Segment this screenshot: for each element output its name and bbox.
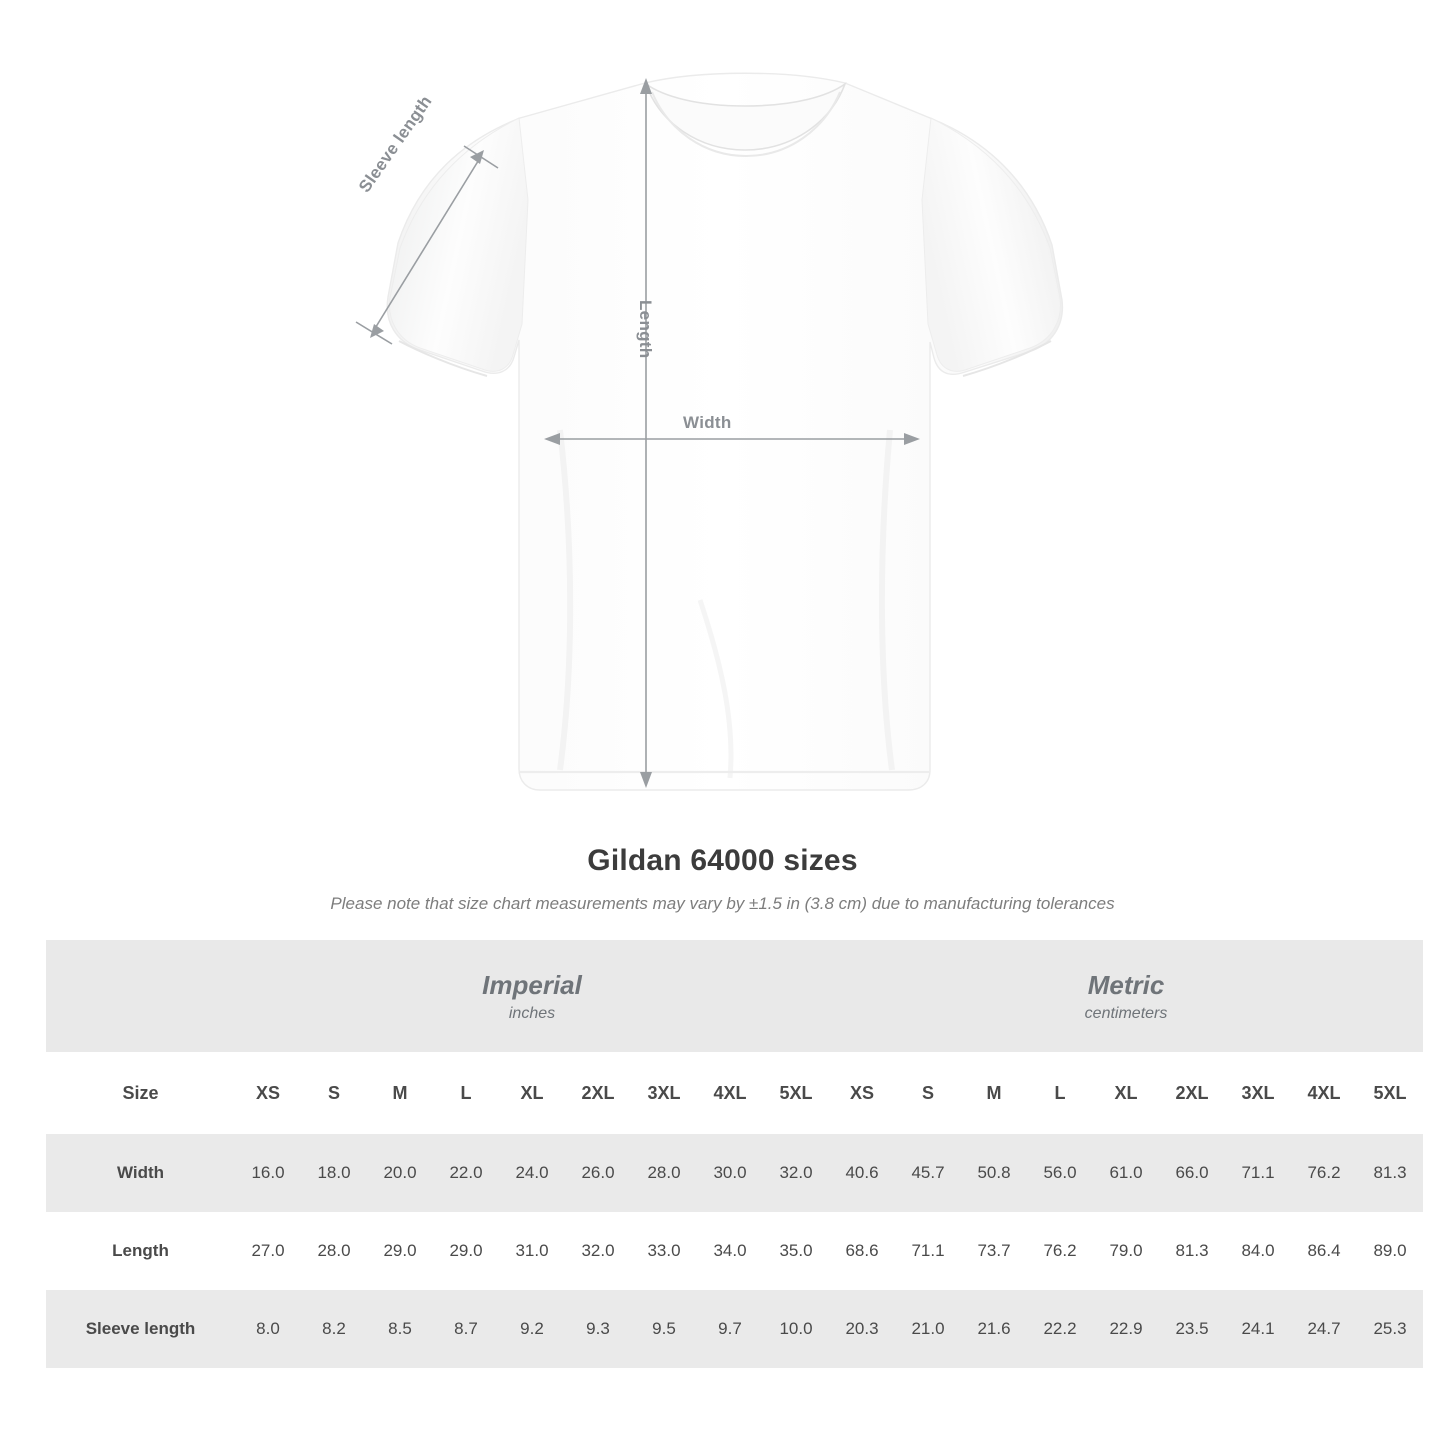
- row-label-sleeve-length: Sleeve length: [46, 1290, 235, 1368]
- sleeve-met-4: 22.9: [1093, 1290, 1159, 1368]
- length-imp-8: 35.0: [763, 1212, 829, 1290]
- unit-header-metric: [829, 940, 1423, 1052]
- size-imp-2: M: [367, 1052, 433, 1134]
- width-imp-0: 16.0: [235, 1134, 301, 1212]
- unit-header-row: [46, 940, 1423, 1052]
- unit-header-corner: [46, 940, 235, 1052]
- width-met-4: 61.0: [1093, 1134, 1159, 1212]
- width-imp-4: 24.0: [499, 1134, 565, 1212]
- size-imp-3: L: [433, 1052, 499, 1134]
- size-table-wrap: [46, 940, 1407, 1368]
- sleeve-imp-0: 8.0: [235, 1290, 301, 1368]
- width-met-2: 50.8: [961, 1134, 1027, 1212]
- sleeve-imp-4: 9.2: [499, 1290, 565, 1368]
- sleeve-met-6: 24.1: [1225, 1290, 1291, 1368]
- length-met-0: 68.6: [829, 1212, 895, 1290]
- sleeve-length-label: Sleeve length: [355, 92, 436, 196]
- width-imp-5: 26.0: [565, 1134, 631, 1212]
- sleeve-met-0: 20.3: [829, 1290, 895, 1368]
- size-chart-table: [46, 940, 1423, 1368]
- table-row-sleeve-length: [46, 1290, 1423, 1368]
- size-met-2: M: [961, 1052, 1027, 1134]
- imperial-sub: inches: [508, 1005, 556, 1023]
- title-block: [0, 844, 1445, 914]
- sleeve-imp-2: 8.5: [367, 1290, 433, 1368]
- size-imp-5: 2XL: [565, 1052, 631, 1134]
- table-row-length: [46, 1212, 1423, 1290]
- length-met-7: 86.4: [1291, 1212, 1357, 1290]
- length-met-4: 79.0: [1093, 1212, 1159, 1290]
- length-met-5: 81.3: [1159, 1212, 1225, 1290]
- sleeve-imp-5: 9.3: [565, 1290, 631, 1368]
- size-met-6: 3XL: [1225, 1052, 1291, 1134]
- size-met-0: XS: [829, 1052, 895, 1134]
- size-corner-label: Size: [46, 1052, 235, 1134]
- width-met-0: 40.6: [829, 1134, 895, 1212]
- size-met-5: 2XL: [1159, 1052, 1225, 1134]
- sleeve-met-2: 21.6: [961, 1290, 1027, 1368]
- sleeve-met-5: 23.5: [1159, 1290, 1225, 1368]
- width-imp-3: 22.0: [433, 1134, 499, 1212]
- length-met-2: 73.7: [961, 1212, 1027, 1290]
- table-row-width: [46, 1134, 1423, 1212]
- size-imp-7: 4XL: [697, 1052, 763, 1134]
- sleeve-imp-3: 8.7: [433, 1290, 499, 1368]
- sleeve-met-7: 24.7: [1291, 1290, 1357, 1368]
- size-imp-6: 3XL: [631, 1052, 697, 1134]
- size-imp-8: 5XL: [763, 1052, 829, 1134]
- tolerance-note: Please note that size chart measurements may vary by ±1.5 in (3.8 cm) due to manufacturing tolerances: [330, 894, 1115, 913]
- width-imp-2: 20.0: [367, 1134, 433, 1212]
- length-imp-5: 32.0: [565, 1212, 631, 1290]
- size-met-4: XL: [1093, 1052, 1159, 1134]
- length-met-3: 76.2: [1027, 1212, 1093, 1290]
- length-imp-2: 29.0: [367, 1212, 433, 1290]
- size-imp-0: XS: [235, 1052, 301, 1134]
- width-met-3: 56.0: [1027, 1134, 1093, 1212]
- sleeve-imp-6: 9.5: [631, 1290, 697, 1368]
- size-imp-4: XL: [499, 1052, 565, 1134]
- size-header-row: [46, 1052, 1423, 1134]
- width-met-8: 81.3: [1357, 1134, 1423, 1212]
- length-imp-7: 34.0: [697, 1212, 763, 1290]
- sleeve-met-1: 21.0: [895, 1290, 961, 1368]
- size-imp-1: S: [301, 1052, 367, 1134]
- width-imp-1: 18.0: [301, 1134, 367, 1212]
- width-met-7: 76.2: [1291, 1134, 1357, 1212]
- row-label-length: Length: [46, 1212, 235, 1290]
- length-imp-6: 33.0: [631, 1212, 697, 1290]
- length-imp-4: 31.0: [499, 1212, 565, 1290]
- width-imp-6: 28.0: [631, 1134, 697, 1212]
- sleeve-met-3: 22.2: [1027, 1290, 1093, 1368]
- length-imp-3: 29.0: [433, 1212, 499, 1290]
- width-imp-7: 30.0: [697, 1134, 763, 1212]
- length-met-8: 89.0: [1357, 1212, 1423, 1290]
- size-met-8: 5XL: [1357, 1052, 1423, 1134]
- length-imp-0: 27.0: [235, 1212, 301, 1290]
- unit-header-imperial: [235, 940, 829, 1052]
- size-met-3: L: [1027, 1052, 1093, 1134]
- sleeve-imp-7: 9.7: [697, 1290, 763, 1368]
- width-met-5: 66.0: [1159, 1134, 1225, 1212]
- page-title: Gildan 64000 sizes: [587, 844, 858, 877]
- length-met-6: 84.0: [1225, 1212, 1291, 1290]
- length-label: Length: [636, 300, 655, 359]
- metric-name: Metric: [1087, 969, 1165, 1000]
- sleeve-imp-8: 10.0: [763, 1290, 829, 1368]
- imperial-name: Imperial: [482, 969, 582, 1000]
- length-imp-1: 28.0: [301, 1212, 367, 1290]
- width-imp-8: 32.0: [763, 1134, 829, 1212]
- width-met-6: 71.1: [1225, 1134, 1291, 1212]
- length-met-1: 71.1: [895, 1212, 961, 1290]
- sleeve-met-8: 25.3: [1357, 1290, 1423, 1368]
- size-met-1: S: [895, 1052, 961, 1134]
- sleeve-imp-1: 8.2: [301, 1290, 367, 1368]
- width-met-1: 45.7: [895, 1134, 961, 1212]
- width-label: Width: [683, 413, 732, 432]
- metric-sub: centimeters: [1084, 1005, 1168, 1023]
- size-met-7: 4XL: [1291, 1052, 1357, 1134]
- row-label-width: Width: [46, 1134, 235, 1212]
